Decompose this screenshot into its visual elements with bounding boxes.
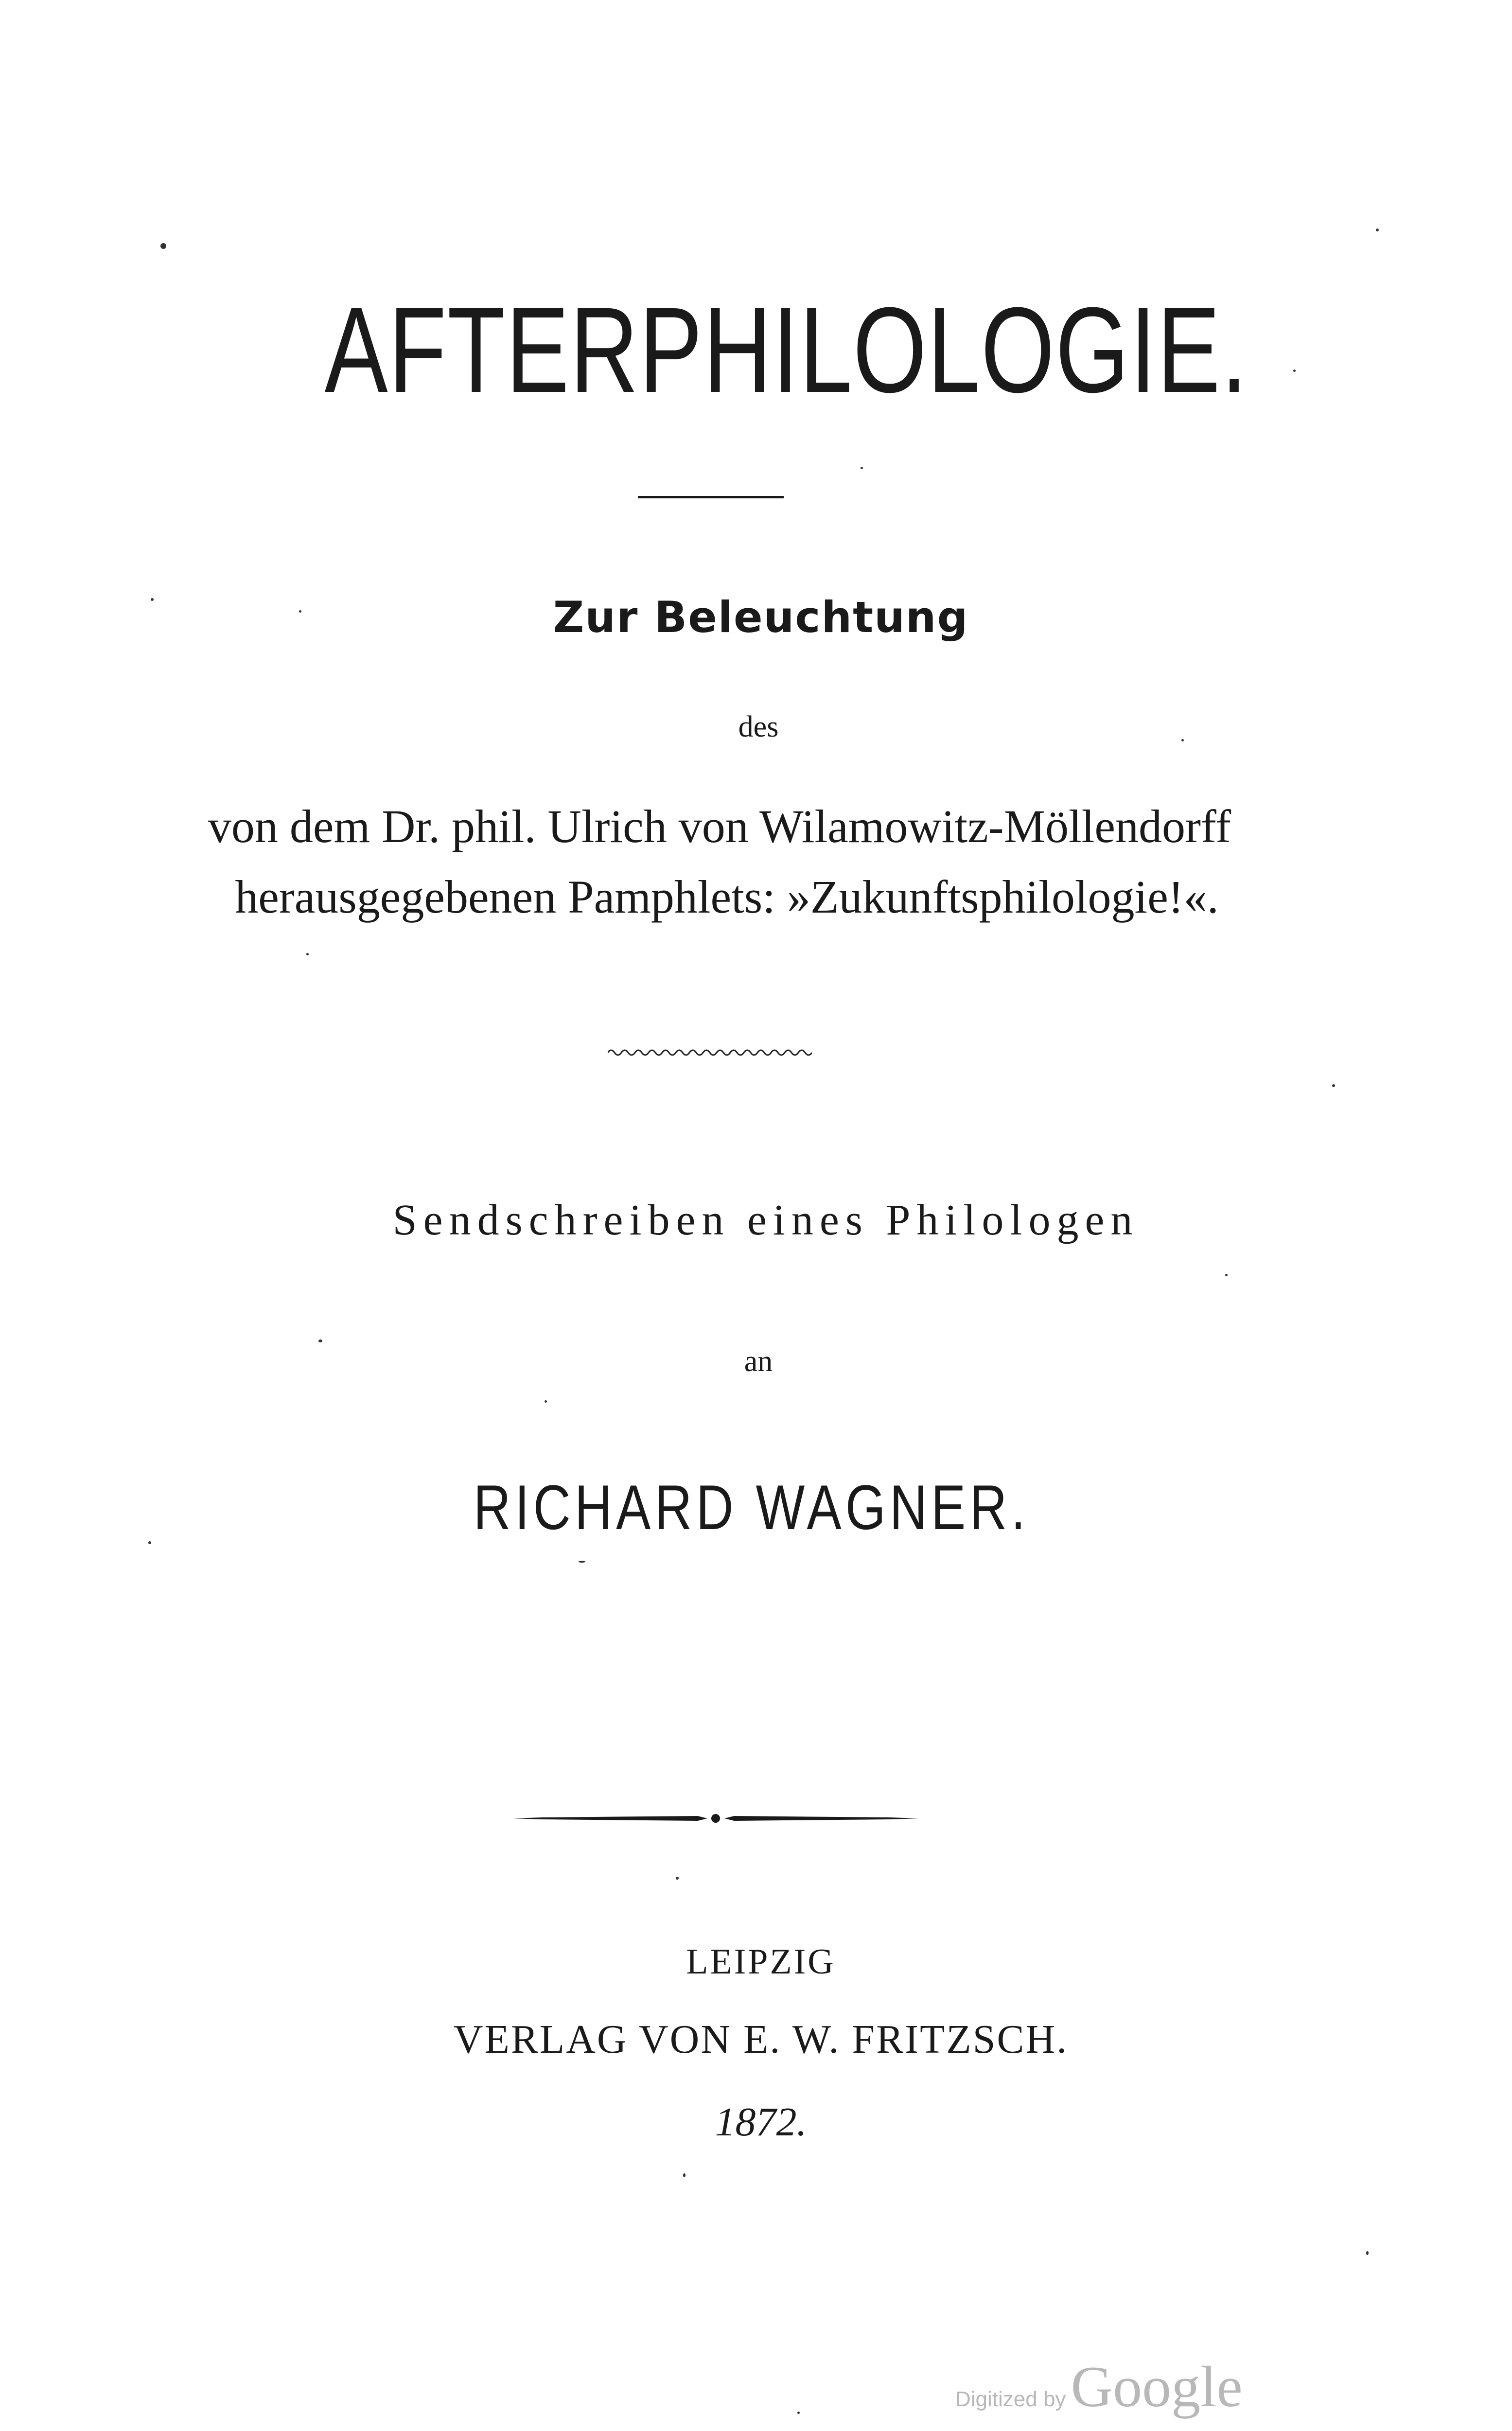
subtitle: Zur Beleuchtung <box>553 592 969 642</box>
scan-speck <box>299 610 301 613</box>
title-divider <box>638 496 784 498</box>
scan-speck <box>676 1877 679 1880</box>
scan-speck <box>861 467 863 469</box>
watermark-prefix: Digitized by <box>955 2387 1066 2411</box>
scan-speck <box>148 1541 151 1544</box>
description-line-2: herausgegebenen Pamphlets: »Zukunftsphilologie!«. <box>235 871 1219 923</box>
digitized-watermark <box>955 2353 1243 2420</box>
scan-speck <box>1366 2251 1369 2255</box>
scan-speck <box>1376 229 1379 231</box>
scan-speck <box>683 2173 686 2177</box>
wavy-ornament <box>608 1045 812 1060</box>
connector-an: an <box>744 1345 773 1378</box>
book-title: AFTERPHILOLOGIE. <box>324 282 1248 418</box>
watermark-brand: Google <box>1071 2354 1243 2419</box>
scan-speck <box>1293 370 1296 372</box>
scan-speck <box>151 598 154 601</box>
scan-speck <box>318 1339 322 1342</box>
connector-des: des <box>738 710 779 743</box>
letter-line: Sendschreiben eines Philologen <box>392 1196 1139 1244</box>
imprint-year: 1872. <box>715 2099 807 2145</box>
scan-speck <box>1225 1274 1228 1276</box>
scan-speck <box>545 1400 547 1403</box>
ornamental-rule <box>513 1811 919 1826</box>
scan-speck <box>160 243 166 249</box>
description-line-1: von dem Dr. phil. Ulrich von Wilamowitz-Möllendorff <box>208 800 1231 852</box>
addressee: RICHARD WAGNER. <box>473 1472 1030 1543</box>
scan-speck <box>797 2412 800 2414</box>
scan-speck <box>1332 1084 1335 1087</box>
imprint-publisher: VERLAG VON E. W. FRITZSCH. <box>453 2017 1069 2062</box>
scan-speck <box>306 953 309 955</box>
scan-speck <box>579 1561 585 1563</box>
scan-speck <box>1181 739 1184 741</box>
imprint-place: LEIPZIG <box>686 1942 836 1982</box>
